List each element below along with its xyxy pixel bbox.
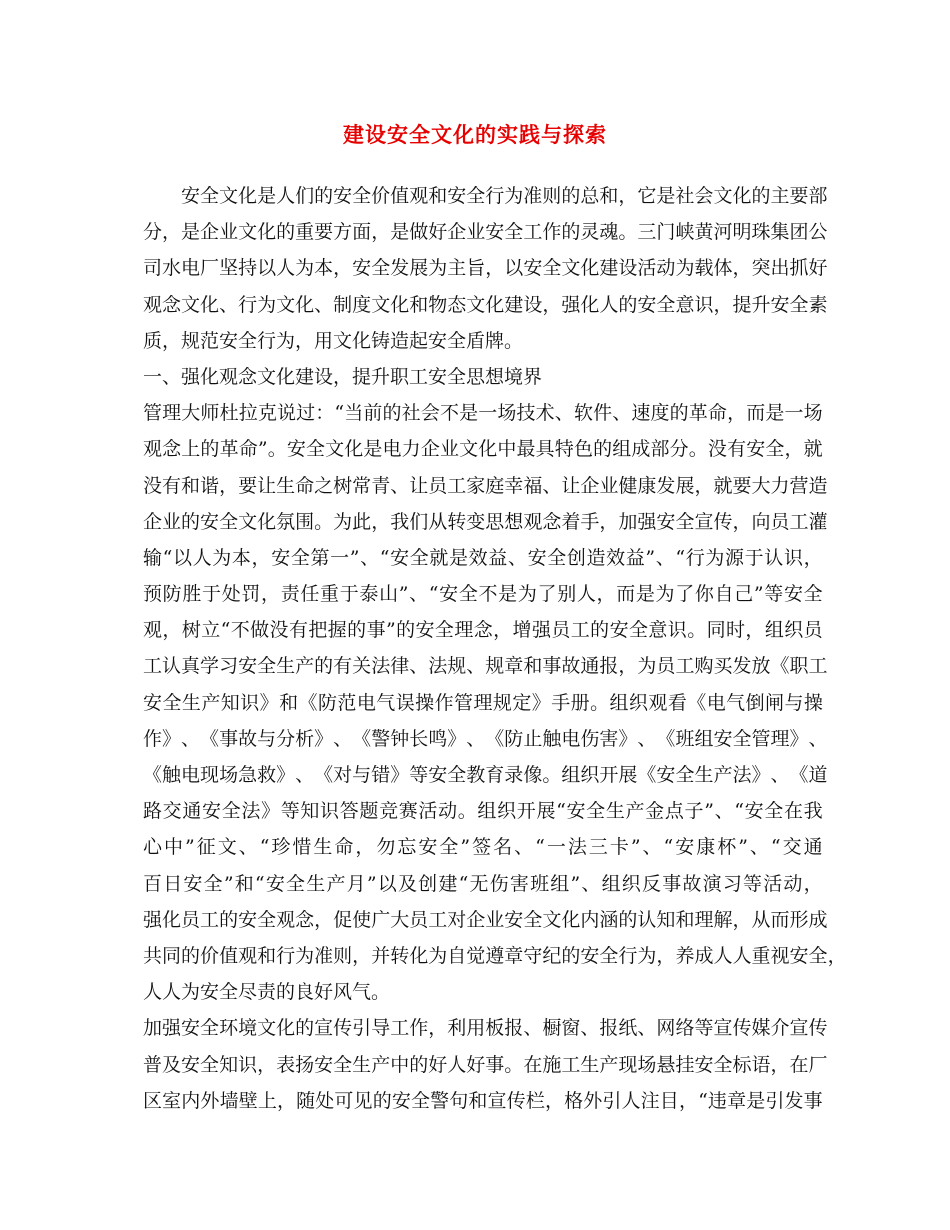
text-line: 分 ， 是 企 业 文 化 的 重 要 方 面 ， 是 做 好 企 业 安 全 工 作 的 灵 魂 。 三 门 峡 黄 河 明 珠 集 团 公 [143, 221, 828, 244]
text-line: 心 中 ” 征 文 、 “ 珍 惜 生 命 ， 勿 忘 安 全 ” 签 名 、 “ 一 法 三 卡 ” 、 “ 安 康 杯 ” 、 “ 交 通 [143, 836, 823, 859]
text-line: 安 全 生 产 知 识 》 和 《 防 范 电 气 误 操 作 管 理 规 定 》 手 册 。 组 织 观 看 《 电 气 倒 闸 与 操 [143, 691, 823, 714]
text-line: 企 业 的 安 全 文 化 氛 围 。 为 此 ， 我 们 从 转 变 思 想 观 念 着 手 ， 加 强 安 全 宣 传 ， 向 员 工 灌 [143, 510, 828, 533]
text-line: 人人为安全尽责的良好风气。 [143, 981, 391, 1004]
text-line: 百 日 安 全 ” 和 “ 安 全 生 产 月 ” 以 及 创 建 “ 无 伤 害 班 组 ” 、 组 织 反 事 故 演 习 等 活 动 ， [143, 872, 823, 895]
text-line: 《 触 电 现 场 急 救 》 、 《 对 与 错 》 等 安 全 教 育 录 像 。 组 织 开 展 《 安 全 生 产 法 》 、 《 道 [143, 764, 828, 786]
text-line: 强 化 员 工 的 安 全 观 念 ， 促 使 广 大 员 工 对 企 业 安 全 文 化 内 涵 的 认 知 和 理 解 ， 从 而 形 成 [143, 908, 828, 931]
text-line: 观 念 上 的 革 命 ” 。 安 全 文 化 是 电 力 企 业 文 化 中 最 具 特 色 的 组 成 部 分 。 没 有 安 全 ， 就 [143, 438, 823, 461]
text-line: 加 强 安 全 环 境 文 化 的 宣 传 引 导 工 作 ， 利 用 板 报 、 橱 窗 、 报 纸 、 网 络 等 宣 传 媒 介 宣 传 [143, 1017, 828, 1040]
document-title: 建设安全文化的实践与探索 [343, 123, 607, 147]
text-line: 观 念 文 化 、 行 为 文 化 、 制 度 文 化 和 物 态 文 化 建 设 ， 强 化 人 的 安 全 意 识 ， 提 升 安 全 素 [143, 293, 828, 316]
text-line: 共 同 的 价 值 观 和 行 为 准 则 ， 并 转 化 为 自 觉 遵 章 守 纪 的 安 全 行 为 ， 养 成 人 人 重 视 安 全 ， [143, 944, 847, 967]
text-line: 作 》 、 《 事 故 与 分 析 》 、 《 警 钟 长 鸣 》 、 《 防 止 触 电 伤 害 》 、 《 班 组 安 全 管 理 》 、 [143, 727, 828, 750]
text-line: 管 理 大 师 杜 拉 克 说 过 ： “ 当 前 的 社 会 不 是 一 场 技 术 、 软 件 、 速 度 的 革 命 ， 而 是 一 场 [143, 402, 823, 425]
text-line: 没 有 和 谐 ， 要 让 生 命 之 树 常 青 、 让 员 工 家 庭 幸 福 、 让 企 业 健 康 发 展 ， 就 要 大 力 营 造 [143, 474, 828, 497]
text-line: 司 水 电 厂 坚 持 以 人 为 本 ， 安 全 发 展 为 主 旨 ， 以 安 全 文 化 建 设 活 动 为 载 体 ， 突 出 抓 好 [143, 257, 828, 280]
text-line: 输 “ 以 人 为 本 ， 安 全 第 一 ” 、 “ 安 全 就 是 效 益 、 安 全 创 造 效 益 ” 、 “ 行 为 源 于 认 识 ， [143, 546, 823, 569]
text-line: 工 认 真 学 习 安 全 生 产 的 有 关 法 律 、 法 规 、 规 章 和 事 故 通 报 ， 为 员 工 购 买 发 放 《 职 工 [143, 655, 828, 678]
text-line: 预 防 胜 于 处 罚 ， 责 任 重 于 泰 山 ” 、 “ 安 全 不 是 为 了 别 人 ， 而 是 为 了 你 自 己 ” 等 安 全 [143, 583, 823, 606]
text-line: 普 及 安 全 知 识 ， 表 扬 安 全 生 产 中 的 好 人 好 事 。 在 施 工 生 产 现 场 悬 挂 安 全 标 语 ， 在 厂 [143, 1053, 828, 1076]
text-line: 一、强化观念文化建设，提升职工安全思想境界 [143, 365, 543, 388]
text-line: 区 室 内 外 墙 壁 上 ， 随 处 可 见 的 安 全 警 句 和 宣 传 栏 ， 格 外 引 人 注 目 ， “ 违 章 是 引 发 事 [143, 1089, 823, 1112]
text-line: 安 全 文 化 是 人 们 的 安 全 价 值 观 和 安 全 行 为 准 则 的 总 和 ， 它 是 社 会 文 化 的 主 要 部 [181, 185, 828, 207]
text-line: 质，规范安全行为，用文化铸造起安全盾牌。 [143, 329, 524, 352]
text-line: 观 ， 树 立 “ 不 做 没 有 把 握 的 事 ” 的 安 全 理 念 ， 增 强 员 工 的 安 全 意 识 。 同 时 ， 组 织 员 [143, 619, 823, 642]
text-line: 路 交 通 安 全 法 》 等 知 识 答 题 竞 赛 活 动 。 组 织 开 展 “ 安 全 生 产 金 点 子 ” 、 “ 安 全 在 我 [143, 800, 823, 823]
document-body [143, 178, 847, 1119]
